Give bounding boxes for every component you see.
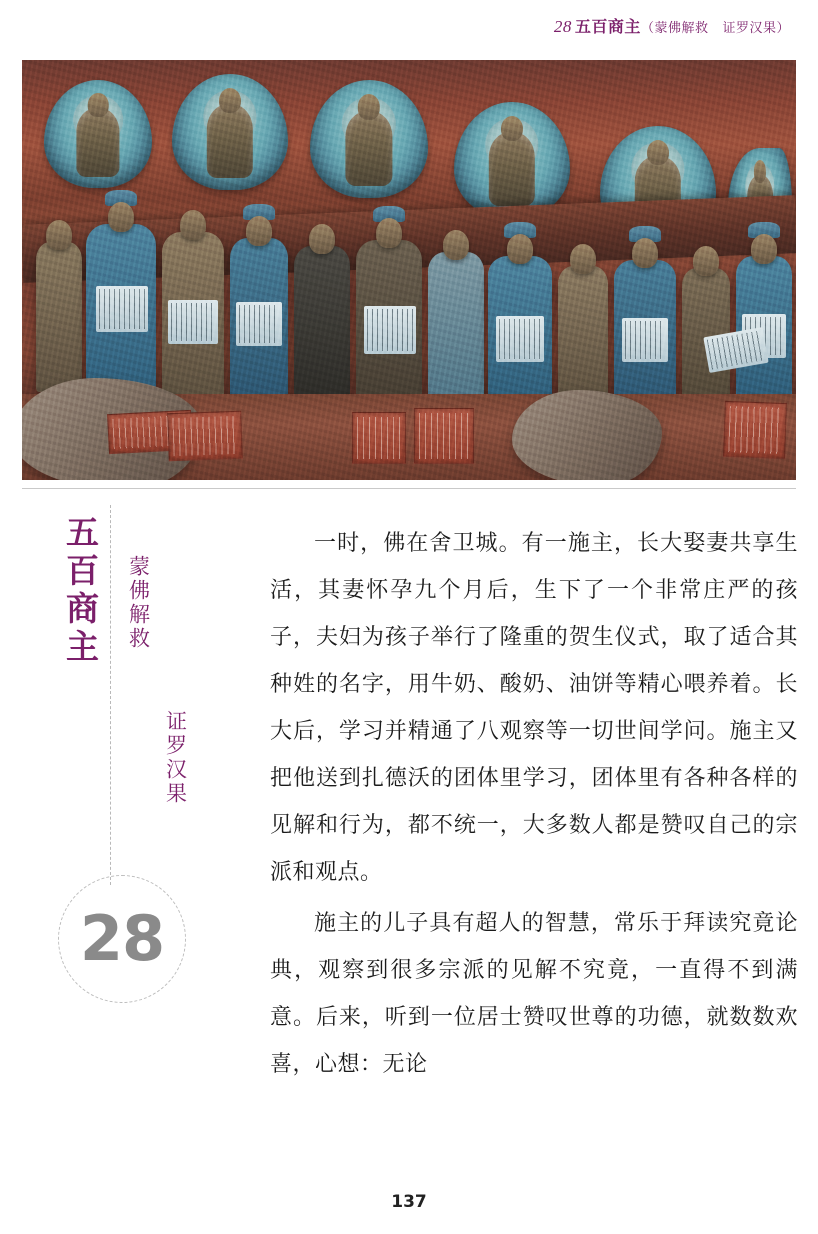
section-divider [22,488,796,489]
running-head-number: 28 [553,17,572,36]
running-head-title: 五百商主 [574,17,641,36]
chapter-number: 28 [79,902,165,975]
running-head-paren-close: ） [776,21,790,36]
running-head [554,14,790,37]
photo-background [22,60,796,480]
running-head-subtitle-b: 证罗汉果 [722,21,777,36]
vertical-dashed-divider [110,505,111,885]
body-paragraph: 施主的儿子具有超人的智慧，常乐于拜读究竟论典，观察到很多宗派的见解不究竟，一直得不到满意。后来，听到一位居士赞叹世尊的功德，就数数欢喜，心想：无论 [270,911,798,1077]
chapter-subtitle-a-vertical: 蒙佛解救 [126,555,151,651]
chapter-subtitle-b-vertical: 证罗汉果 [163,710,188,806]
running-head-subtitle [641,21,790,36]
chapter-heading-block [34,505,234,1065]
running-head-paren-open: （ [640,21,655,36]
body-text [270,520,798,1092]
body-paragraph: 一时，佛在舍卫城。有一施主，长大娶妻共享生活，其妻怀孕九个月后，生下了一个非常庄严的孩子，夫妇为孩子举行了隆重的贺生仪式，取了适合其种姓的名字，用牛奶、酸奶、油饼等精心喂养着。长大后，学习并精通了八观察等一切世间学问。施主又把他送到扎德沃的团体里学习，团体里有各种各样的见解和行为，都不统一，大多数人都是赞叹自己的宗派和观点。 [270,531,798,885]
chapter-number-badge [58,875,186,1003]
running-head-subtitle-a: 蒙佛解救 [654,21,709,36]
stone-relief-photograph [22,60,796,480]
page-number: 137 [391,1192,427,1212]
chapter-title-vertical: 五百商主 [61,515,100,667]
photo-texture [22,60,796,480]
